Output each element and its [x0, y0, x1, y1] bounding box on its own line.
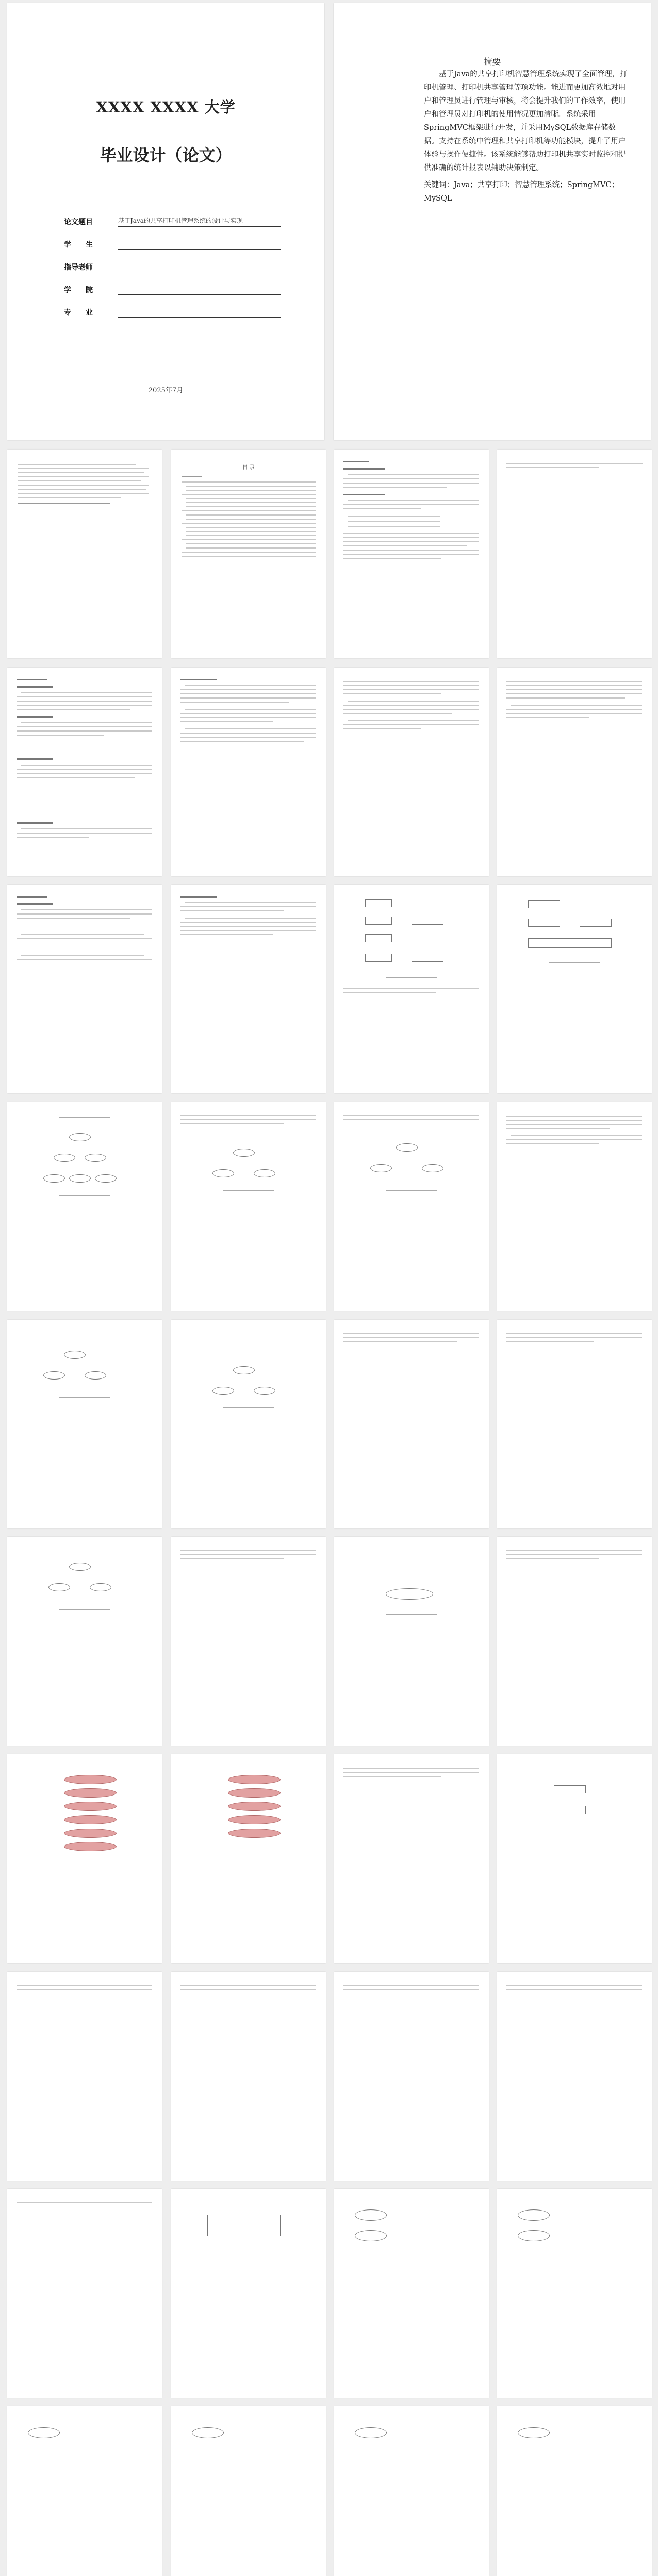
text-page — [497, 1320, 652, 1528]
cover-field-value — [118, 261, 281, 272]
cover-field-label: 专 业 — [64, 309, 93, 317]
use-case-page — [7, 1754, 162, 1963]
chapter-2-page — [7, 668, 162, 876]
text-page — [171, 1972, 326, 2181]
cover-field-label: 学 院 — [64, 286, 93, 294]
cover-field-college — [64, 272, 281, 295]
cover-field-advisor — [64, 250, 281, 272]
university-name: XXXX XXXX 大学 — [96, 98, 236, 116]
abstract-keywords: 关键词：Java；共享打印；智慧管理系统；SpringMVC；MySQL — [424, 181, 619, 203]
cover-field-value — [118, 284, 281, 295]
english-abstract-page — [7, 450, 162, 658]
flowchart-page — [334, 885, 489, 1093]
text-page — [497, 450, 652, 658]
er-diagram-page — [497, 2406, 652, 2576]
cover-field-value: 基于Java的共享打印机管理系统的设计与实现 — [118, 216, 281, 227]
thesis-type-title: 毕业设计（论文） — [100, 145, 232, 165]
text-page — [497, 1972, 652, 2181]
cover-field-value — [118, 307, 281, 318]
diagram-page — [334, 1102, 489, 1311]
toc-title: 目 录 — [242, 465, 255, 471]
diagram-page — [7, 1320, 162, 1528]
toc-page — [171, 450, 326, 658]
cover-field-title — [64, 204, 281, 227]
text-page — [334, 668, 489, 876]
er-diagram-page — [497, 2189, 652, 2398]
cover-field-label: 学 生 — [64, 241, 93, 249]
text-page — [171, 885, 326, 1093]
chapter-3-page — [7, 885, 162, 1093]
text-page — [7, 1972, 162, 2181]
er-diagram-page — [7, 2406, 162, 2576]
text-page — [334, 1320, 489, 1528]
diagram-page — [334, 1537, 489, 1746]
abstract-page — [334, 3, 651, 440]
diagram-page — [7, 1102, 162, 1311]
abstract-title: 摘要 — [483, 57, 501, 68]
text-page — [7, 2189, 162, 2398]
text-page — [334, 1972, 489, 2181]
cover-fields — [64, 204, 281, 318]
cover-field-label: 指导老师 — [64, 263, 93, 272]
er-diagram-page — [171, 2406, 326, 2576]
use-case-page — [171, 1754, 326, 1963]
er-diagram-page — [334, 2406, 489, 2576]
architecture-page — [171, 2189, 326, 2398]
cover-date: 2025年7月 — [148, 387, 184, 394]
diagram-page — [171, 1320, 326, 1528]
text-page — [171, 1537, 326, 1746]
cover-page — [7, 3, 324, 440]
text-page — [497, 1537, 652, 1746]
text-page — [334, 1754, 489, 1963]
chapter-1-page — [334, 450, 489, 658]
text-page — [497, 668, 652, 876]
cover-field-value — [118, 239, 281, 250]
flowchart-page — [497, 1754, 652, 1963]
flowchart-page — [497, 885, 652, 1093]
cover-field-label: 论文题目 — [64, 218, 93, 226]
text-page — [171, 668, 326, 876]
diagram-page — [171, 1102, 326, 1311]
abstract-body: 基于Java的共享打印机智慧管理系统实现了全面管理，打印机管理、打印机共享管理等项功能。能进而更加高效地对用户和管理员进行管理与审核，将会提升我们的工作效率，使用户和管理员对打印机的使用情况更加清晰。系统采用SpringMVC框架进行开发，并采用MySQL数据库存储数据。支持在系统中管理和共享打印机等功能模块，提升了用户体验与操作便捷性。该系统能够帮助打印机共享实时监控和提供准确的统计报表以辅助决策制定。 — [424, 70, 627, 172]
er-diagram-page — [334, 2189, 489, 2398]
diagram-page — [7, 1537, 162, 1746]
text-page — [497, 1102, 652, 1311]
cover-field-major — [64, 295, 281, 318]
cover-field-student — [64, 227, 281, 250]
